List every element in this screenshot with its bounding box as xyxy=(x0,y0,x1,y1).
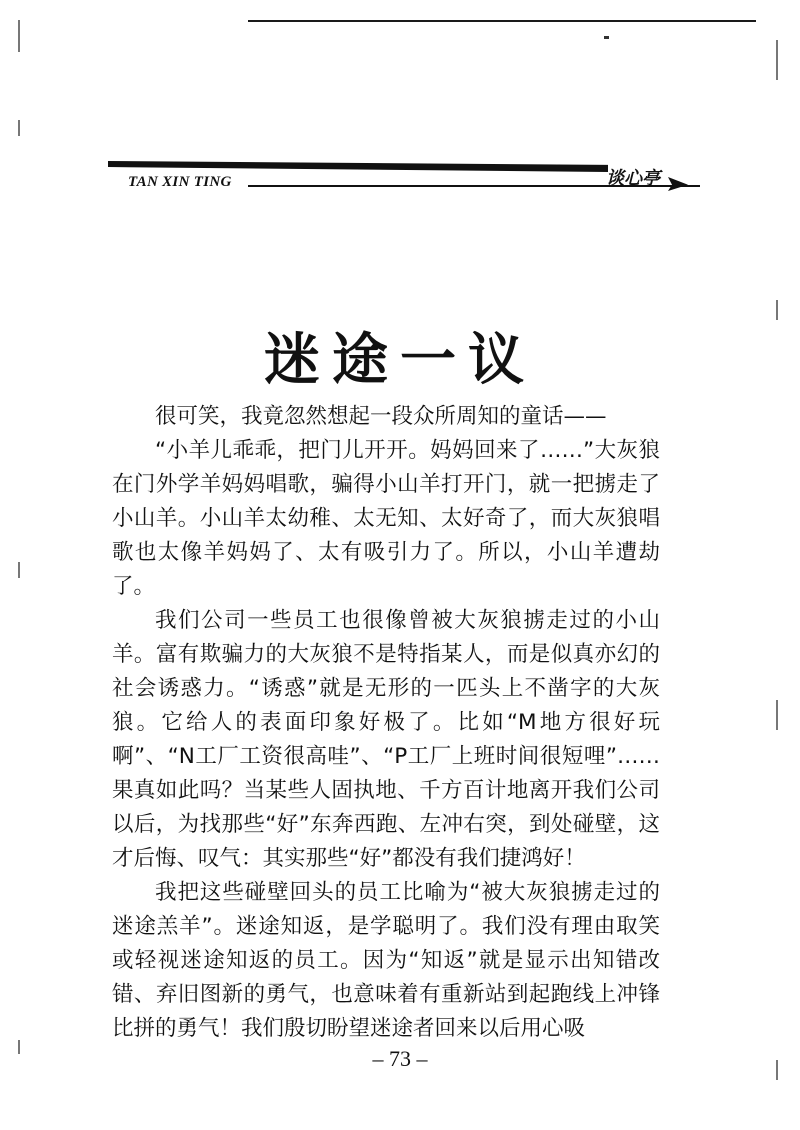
top-rule-mark xyxy=(604,36,609,39)
header-chinese-title: 谈心亭 xyxy=(606,168,660,189)
running-header xyxy=(108,158,684,198)
paragraph: “小羊儿乖乖，把门儿开开。妈妈回来了……”大灰狼在门外学羊妈妈唱歌，骗得小山羊打开门，就一把掳走了小山羊。小山羊太幼稚、太无知、太好奇了，而大灰狼唱歌也太像羊妈妈了、太有吸引力了。所以，小山羊遭劫了。 xyxy=(112,438,660,599)
page-number: – 73 – xyxy=(372,1046,428,1071)
header-english-title: TAN XIN TING xyxy=(128,174,232,190)
arrow-icon xyxy=(668,177,688,191)
paragraph: 我把这些碰壁回头的员工比喻为“被大灰狼掳走过的迷途羔羊”。迷途知返，是学聪明了。我们没有理由取笑或轻视迷途知返的员工。因为“知返”就是显示出知错改错、弃旧图新的勇气，也意味着有重新站到起跑线上冲锋比拼的勇气！我们殷切盼望迷途者回来以后用心吸 xyxy=(112,880,660,1041)
header-wedge xyxy=(108,161,608,172)
top-rule xyxy=(248,20,756,22)
paragraph: 很可笑，我竟忽然想起一段众所周知的童话—— xyxy=(155,404,607,429)
article-title: 迷途一议 xyxy=(264,327,536,393)
paragraph: 我们公司一些员工也很像曾被大灰狼掳走过的小山羊。富有欺骗力的大灰狼不是特指某人，而是似真亦幻的社会诱惑力。“诱惑”就是无形的一匹头上不凿字的大灰狼。它给人的表面印象好极了。比如“M地方很好玩啊”、“N工厂工资很高哇”、“P工厂上班时间很短哩”……果真如此吗？当某些人固执地、千方百计地离开我们公司以后，为找那些“好”东奔西跑、左冲右突，到处碰壁，这才后悔、叹气：其实那些“好”都没有我们捷鸿好！ xyxy=(112,608,660,871)
article-body xyxy=(112,400,660,1046)
